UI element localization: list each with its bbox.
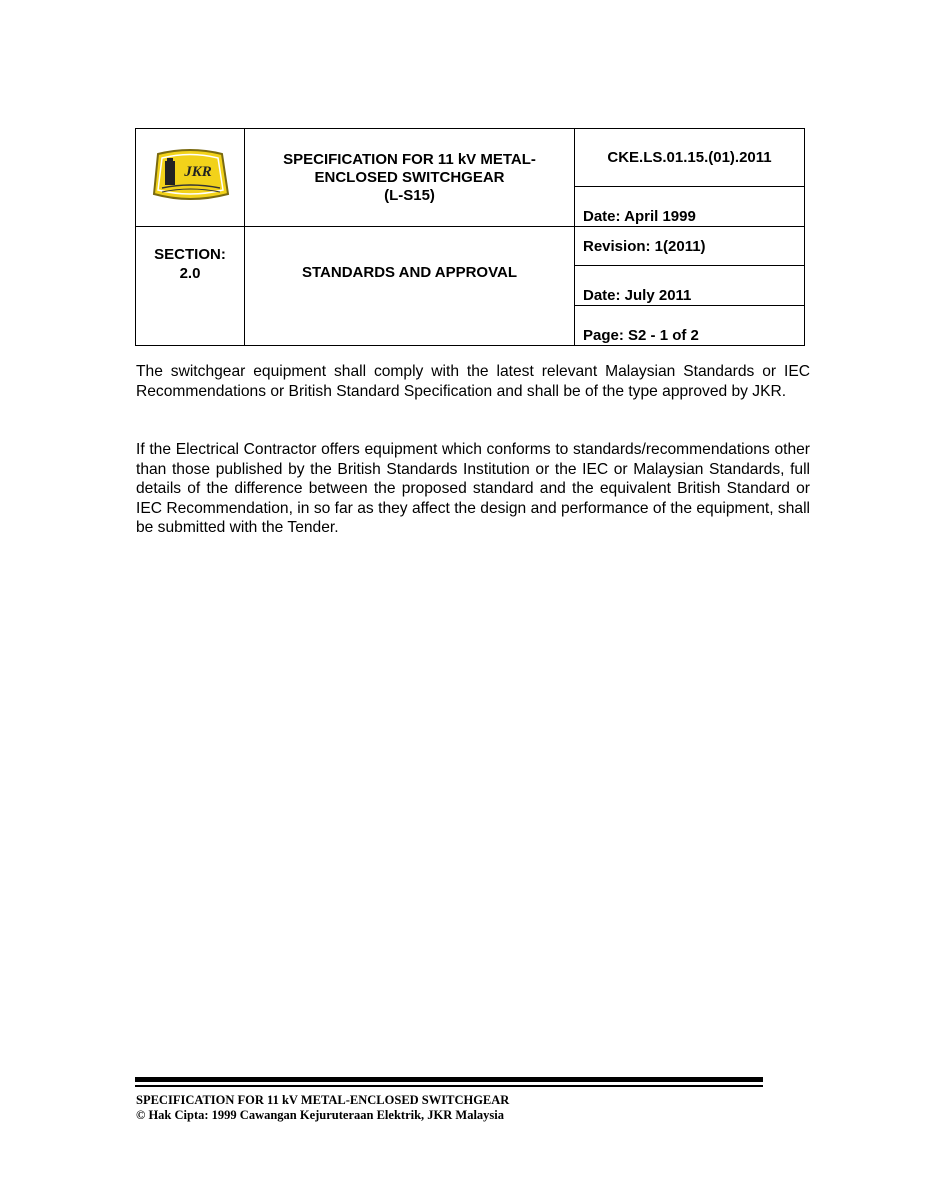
- date-original: Date: April 1999: [575, 187, 805, 227]
- footer-rule-thick: [135, 1077, 763, 1082]
- section-title: STANDARDS AND APPROVAL: [245, 227, 575, 346]
- body-paragraph-1: The switchgear equipment shall comply with the latest relevant Malaysian Standards or IEC Recommendations or British Standard Specification and shall be of the type approved by JKR.: [136, 363, 810, 400]
- jkr-logo: [148, 144, 232, 206]
- footer-copyright: © Hak Cipta: 1999 Cawangan Kejuruteraan Elektrik, JKR Malaysia: [136, 1108, 505, 1122]
- body-paragraph-2: If the Electrical Contractor offers equipment which conforms to standards/recommendations other than those published by the British Standards Institution or the IEC or Malaysian Standards, full details of the difference between the proposed standard and the equivalent British Standard or IEC Recommendation, in so far as they affect the design and performance of the equipment, shall be submitted with the Tender.: [136, 441, 810, 536]
- spec-title-line3: (L-S15): [384, 186, 435, 204]
- revision: Revision: 1(2011): [575, 227, 805, 266]
- footer-title: SPECIFICATION FOR 11 kV METAL-ENCLOSED SWITCHGEAR: [136, 1093, 510, 1107]
- spec-title-line2: ENCLOSED SWITCHGEAR: [314, 168, 505, 186]
- spec-title-line1: SPECIFICATION FOR 11 kV METAL-: [283, 150, 536, 168]
- section-number: 2.0: [179, 265, 201, 282]
- document-header-table: [135, 128, 805, 346]
- logo-cell: [136, 129, 245, 227]
- logo-text: JKR: [184, 164, 212, 180]
- spec-title-cell: [245, 129, 575, 227]
- date-revision: Date: July 2011: [575, 266, 805, 306]
- doc-ref-number: CKE.LS.01.15.(01).2011: [575, 129, 805, 187]
- section-label: SECTION:: [154, 246, 226, 263]
- page-number: Page: S2 - 1 of 2: [575, 306, 805, 346]
- section-cell: [136, 227, 245, 346]
- footer-rule-thin: [135, 1085, 763, 1087]
